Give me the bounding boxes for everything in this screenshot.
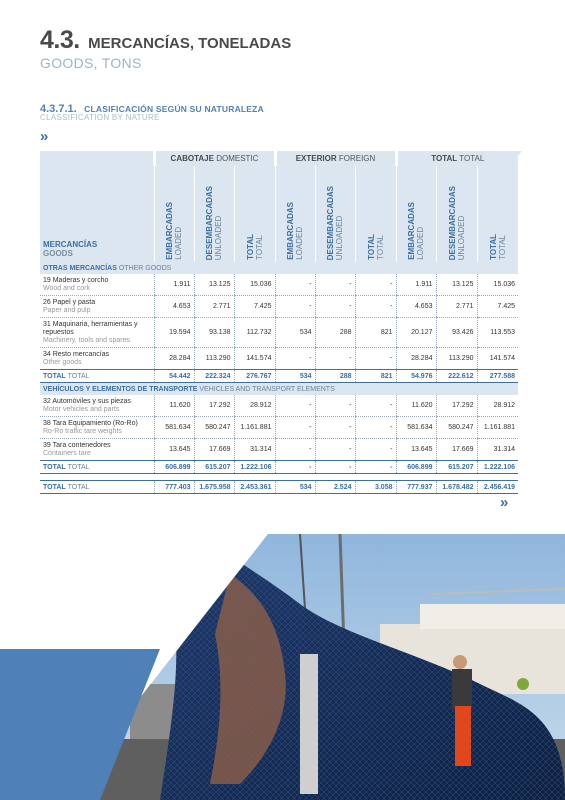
row-header-es: MERCANCÍAS xyxy=(43,240,98,249)
group-label-es: EXTERIOR xyxy=(295,154,337,163)
table-cell-value: 54.976 xyxy=(396,370,436,383)
table-cell-value: - xyxy=(275,274,315,296)
table-row xyxy=(40,318,518,348)
table-cell-value: 113.290 xyxy=(436,348,477,370)
col-header-unloaded xyxy=(436,166,477,262)
table-cell-value: 2.524 xyxy=(315,481,355,494)
page-title-text: MERCANCÍAS, TONELADAS xyxy=(88,35,292,52)
table-cell-value: 534 xyxy=(275,370,315,383)
row-label-en: Containers tare xyxy=(43,450,91,457)
table-cell-value: 28.912 xyxy=(477,395,518,417)
goods-table xyxy=(40,151,518,494)
table-cell-value: 17.292 xyxy=(436,395,477,417)
col-header-unloaded xyxy=(194,166,234,262)
group-header-total xyxy=(396,151,518,166)
col-label-en: LOADED xyxy=(416,227,425,260)
row-label-es: 19 Maderas y corcho xyxy=(43,277,109,284)
table-cell-value: - xyxy=(355,461,396,474)
row-label-en: Paper and pulp xyxy=(43,307,91,314)
table-cell-value: - xyxy=(355,417,396,439)
section-total-row xyxy=(40,370,518,383)
total-label-en: TOTAL xyxy=(67,372,90,380)
row-label-es: 34 Resto mercancías xyxy=(43,351,110,358)
col-header-total xyxy=(234,166,275,262)
col-label-es: EMBARCADAS xyxy=(286,202,295,260)
col-label-es: DESEMBARCADAS xyxy=(447,185,457,260)
group-label-en: FOREIGN xyxy=(338,154,376,163)
row-label-es: 26 Papel y pasta xyxy=(43,299,96,306)
section-header-cell xyxy=(40,262,518,274)
table-cell-value: - xyxy=(315,461,355,474)
col-header-loaded xyxy=(275,166,315,262)
total-label-es: TOTAL xyxy=(43,372,66,380)
table-cell-value: 1.161.881 xyxy=(477,417,518,439)
table-cell-value: 777.937 xyxy=(396,481,436,494)
col-label-en: TOTAL xyxy=(254,234,264,260)
table-cell-value: - xyxy=(275,439,315,461)
table-cell-value: - xyxy=(315,395,355,417)
table-cell-value: 11.620 xyxy=(154,395,194,417)
row-label-en: Other goods xyxy=(43,359,82,366)
table-cell-value: 276.767 xyxy=(234,370,275,383)
table-row xyxy=(40,439,518,461)
table-cell-value: 28.284 xyxy=(396,348,436,370)
table-row xyxy=(40,296,518,318)
section-total-row xyxy=(40,461,518,474)
section-header-row xyxy=(40,262,518,274)
table-cell-value: 7.425 xyxy=(234,296,275,318)
table-cell-value: 13.125 xyxy=(194,274,234,296)
row-label-es: 38 Tara Equipamiento (Ro-Ro) xyxy=(43,420,138,427)
spacer-row xyxy=(40,474,518,481)
column-header-row xyxy=(40,166,518,262)
row-header-en: GOODS xyxy=(43,249,73,258)
row-label-en: Wood and cork xyxy=(43,285,90,292)
total-label-en: TOTAL xyxy=(67,463,90,471)
section-label-en: OTHER GOODS xyxy=(118,264,172,272)
section-label-en: VEHICLES AND TRANSPORT ELEMENTS xyxy=(199,385,335,393)
table-cell-value: 141.574 xyxy=(477,348,518,370)
table-cell-value: 11.620 xyxy=(396,395,436,417)
table-cell-value: 1.675.958 xyxy=(194,481,234,494)
row-label-es: 31 Maquinaria, herramientas y repuestos xyxy=(43,321,138,336)
table-body xyxy=(40,262,518,494)
table-cell-value: 20.127 xyxy=(396,318,436,348)
table-cell-value: 13.645 xyxy=(154,439,194,461)
group-header-foreign xyxy=(275,151,396,166)
table-cell-value: 2.771 xyxy=(436,296,477,318)
table-cell-value: - xyxy=(355,274,396,296)
section-header-cell xyxy=(40,383,518,396)
col-header-loaded xyxy=(154,166,194,262)
table-cell-value: 1.911 xyxy=(154,274,194,296)
page-title-number: 4.3. xyxy=(40,26,80,54)
row-label xyxy=(40,439,154,461)
table-cell-value: 2.456.419 xyxy=(477,481,518,494)
table-cell-value: 7.425 xyxy=(477,296,518,318)
table-cell-value: 288 xyxy=(315,318,355,348)
table-cell-value: 580.247 xyxy=(194,417,234,439)
row-label xyxy=(40,417,154,439)
table-cell-value: 112.732 xyxy=(234,318,275,348)
row-header-goods xyxy=(40,166,154,262)
chevron-right-icon: » xyxy=(40,128,49,145)
table-cell-value: - xyxy=(275,395,315,417)
table-cell-value: - xyxy=(315,296,355,318)
group-header-row xyxy=(40,151,518,166)
col-label-es: EMBARCADAS xyxy=(165,202,174,260)
col-label-es: DESEMBARCADAS xyxy=(205,185,214,260)
table-cell-value: - xyxy=(355,439,396,461)
table-cell-value: - xyxy=(315,348,355,370)
col-header-total xyxy=(355,166,396,262)
table-cell-value: 113.553 xyxy=(477,318,518,348)
row-label-es: 39 Tara contenedores xyxy=(43,442,111,449)
table-cell-value: - xyxy=(275,348,315,370)
table-cell-value: - xyxy=(275,417,315,439)
table-cell-value: 13.645 xyxy=(396,439,436,461)
col-label-es: DESEMBARCADAS xyxy=(326,185,335,260)
col-label-en: TOTAL xyxy=(497,234,507,260)
table-cell-value: 54.442 xyxy=(154,370,194,383)
table-cell-value: 2.453.361 xyxy=(234,481,275,494)
col-label-en: TOTAL xyxy=(375,234,385,260)
table-row xyxy=(40,348,518,370)
table-cell-value: 615.207 xyxy=(436,461,477,474)
table-cell-value: 28.284 xyxy=(154,348,194,370)
row-label xyxy=(40,296,154,318)
table-cell-value: 581.634 xyxy=(396,417,436,439)
page-subtitle: GOODS, TONS xyxy=(40,55,142,71)
col-header-unloaded xyxy=(315,166,355,262)
table-cell-value: 606.899 xyxy=(396,461,436,474)
page-title xyxy=(40,26,291,55)
table-cell-value: 1.222.106 xyxy=(234,461,275,474)
row-label-es: 32 Automóviles y sus piezas xyxy=(43,398,131,405)
table-cell-value: 821 xyxy=(355,318,396,348)
spacer-cell xyxy=(40,474,518,481)
table-cell-value: 2.771 xyxy=(194,296,234,318)
col-label-es: TOTAL xyxy=(488,234,498,260)
chevron-right-icon: » xyxy=(500,494,509,511)
table-cell-value: 821 xyxy=(355,370,396,383)
row-label xyxy=(40,348,154,370)
group-label-es: CABOTAJE xyxy=(170,154,214,163)
section-label-es: VEHÍCULOS Y ELEMENTOS DE TRANSPORTE xyxy=(43,385,198,393)
table-cell-value: 28.912 xyxy=(234,395,275,417)
table-cell-value: 3.058 xyxy=(355,481,396,494)
table-cell-value: 19.594 xyxy=(154,318,194,348)
total-label-es: TOTAL xyxy=(43,483,66,491)
total-label xyxy=(40,370,154,383)
col-header-total xyxy=(477,166,518,262)
table-cell-value: - xyxy=(315,274,355,296)
col-label-es: TOTAL xyxy=(245,234,255,260)
col-label-es: EMBARCADAS xyxy=(407,202,416,260)
row-label xyxy=(40,274,154,296)
table-cell-value: 141.574 xyxy=(234,348,275,370)
group-header-blank xyxy=(40,151,154,166)
table-cell-value: - xyxy=(275,461,315,474)
grand-total-row xyxy=(40,481,518,494)
group-label-en: TOTAL xyxy=(459,154,485,163)
table-cell-value: 93.426 xyxy=(436,318,477,348)
table-cell-value: 113.290 xyxy=(194,348,234,370)
table-cell-value: - xyxy=(315,439,355,461)
row-label-en: Ro-Ro traffic tare weights xyxy=(43,428,122,435)
col-label-es: TOTAL xyxy=(366,234,376,260)
table-cell-value: 222.612 xyxy=(436,370,477,383)
table-cell-value: 1.911 xyxy=(396,274,436,296)
group-header-domestic xyxy=(154,151,275,166)
fisherman-figure xyxy=(452,655,472,766)
table-row xyxy=(40,417,518,439)
table-cell-value: 1.161.881 xyxy=(234,417,275,439)
table-cell-value: 222.324 xyxy=(194,370,234,383)
table-cell-value: - xyxy=(355,296,396,318)
header-corner-shape xyxy=(510,151,522,166)
table-row xyxy=(40,395,518,417)
table-cell-value: 277.588 xyxy=(477,370,518,383)
table-cell-value: 4.653 xyxy=(154,296,194,318)
group-label-en: DOMESTIC xyxy=(216,154,259,163)
table-cell-value: 4.653 xyxy=(396,296,436,318)
total-label-en: TOTAL xyxy=(67,483,90,491)
total-label-es: TOTAL xyxy=(43,463,66,471)
group-label-es: TOTAL xyxy=(431,154,458,163)
table-cell-value: 17.292 xyxy=(194,395,234,417)
section-header-row xyxy=(40,383,518,396)
table-cell-value: 534 xyxy=(275,318,315,348)
section-number: 4.3.7.1. xyxy=(40,103,77,115)
goods-table-container xyxy=(40,151,524,494)
table-cell-value: 31.314 xyxy=(234,439,275,461)
table-cell-value: 581.634 xyxy=(154,417,194,439)
table-cell-value: 15.036 xyxy=(234,274,275,296)
table-cell-value: 606.899 xyxy=(154,461,194,474)
col-label-en: UNLOADED xyxy=(456,215,466,260)
table-cell-value: 580.247 xyxy=(436,417,477,439)
section-label-es: OTRAS MERCANCÍAS xyxy=(43,264,117,272)
col-label-en: LOADED xyxy=(174,227,183,260)
table-cell-value: 534 xyxy=(275,481,315,494)
table-cell-value: 17.669 xyxy=(194,439,234,461)
table-cell-value: 1.678.482 xyxy=(436,481,477,494)
table-cell-value: - xyxy=(275,296,315,318)
table-cell-value: 288 xyxy=(315,370,355,383)
row-label-en: Motor vehicles and parts xyxy=(43,406,120,413)
total-label xyxy=(40,461,154,474)
col-label-en: LOADED xyxy=(295,227,304,260)
blue-triangle-shape xyxy=(0,649,160,800)
row-label xyxy=(40,395,154,417)
grand-total-label xyxy=(40,481,154,494)
table-cell-value: 1.222.106 xyxy=(477,461,518,474)
fishing-nets-photo xyxy=(0,534,565,800)
table-cell-value: - xyxy=(355,348,396,370)
table-cell-value: - xyxy=(315,417,355,439)
col-header-loaded xyxy=(396,166,436,262)
col-label-en: UNLOADED xyxy=(214,215,223,260)
table-cell-value: 93.138 xyxy=(194,318,234,348)
table-row xyxy=(40,274,518,296)
table-cell-value: 17.669 xyxy=(436,439,477,461)
section-subtitle: CLASSIFICATION BY NATURE xyxy=(40,113,160,122)
table-cell-value: 15.036 xyxy=(477,274,518,296)
table-cell-value: - xyxy=(355,395,396,417)
row-label xyxy=(40,318,154,348)
section-title-text: CLASIFICACIÓN SEGÚN SU NATURALEZA xyxy=(84,104,264,114)
col-label-en: UNLOADED xyxy=(335,215,344,260)
table-cell-value: 31.314 xyxy=(477,439,518,461)
row-label-en: Machinery, tools and spares xyxy=(43,337,131,344)
table-cell-value: 615.207 xyxy=(194,461,234,474)
table-cell-value: 777.403 xyxy=(154,481,194,494)
table-cell-value: 13.125 xyxy=(436,274,477,296)
